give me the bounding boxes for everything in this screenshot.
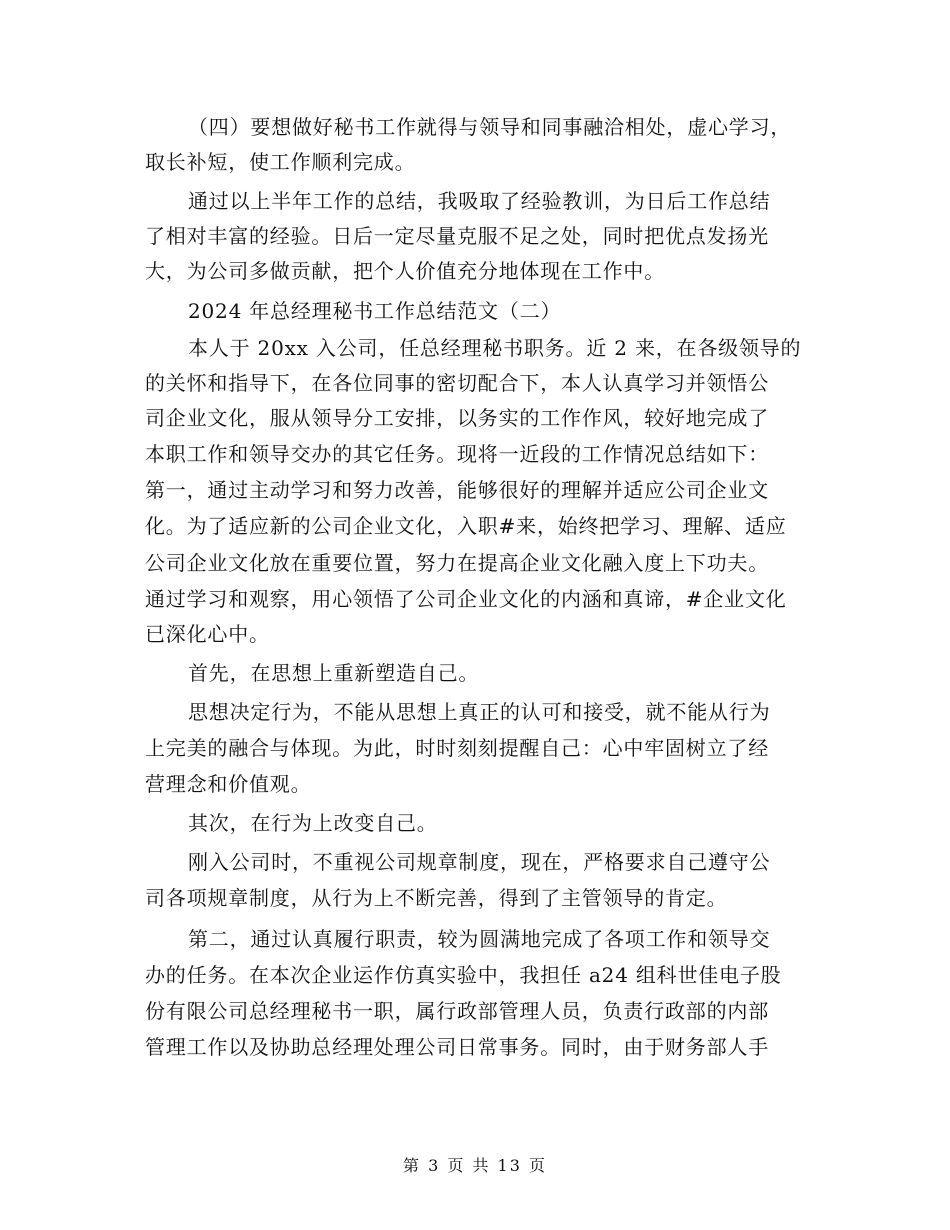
text-line: 营理念和价值观。: [145, 772, 312, 796]
text-line: 首先，在思想上重新塑造自己。: [188, 661, 480, 685]
text-line: 大，为公司多做贡献，把个人价值充分地体现在工作中。: [145, 259, 665, 283]
text-line: 刚入公司时，不重视公司规章制度，现在，严格要求自己遵守公: [188, 850, 771, 874]
text-line: 上完美的融合与体现。为此，时时刻刻提醒自己：心中牢固树立了经: [145, 736, 769, 760]
text-line: 了相对丰富的经验。日后一定尽量克服不足之处，同时把优点发扬光: [145, 224, 769, 248]
text-line: 第一，通过主动学习和努力改善，能够很好的理解并适应公司企业文: [145, 478, 769, 502]
text-line: 取长补短，使工作顺利完成。: [145, 150, 416, 174]
text-line: 通过以上半年工作的总结，我吸取了经验教训，为日后工作总结: [188, 189, 771, 213]
text-line: 管理工作以及协助总经理处理公司日常事务。同时，由于财务部人手: [145, 1035, 769, 1059]
text-line: 已深化心中。: [145, 622, 270, 646]
text-line: 其次，在行为上改变自己。: [188, 811, 438, 835]
text-line: 的关怀和指导下，在各位同事的密切配合下，本人认真学习并领悟公: [145, 371, 769, 395]
text-line: 公司企业文化放在重要位置，努力在提高企业文化融入度上下功夫。: [145, 551, 769, 575]
text-line: 办的任务。在本次企业运作仿真实验中，我担任 a24 组科世佳电子股: [145, 963, 782, 987]
text-line: 思想决定行为，不能从思想上真正的认可和接受，就不能从行为: [188, 700, 771, 724]
text-line: 司企业文化，服从领导分工安排，以务实的工作作风，较好地完成了: [145, 406, 769, 430]
text-line: 份有限公司总经理秘书一职，属行政部管理人员，负责行政部的内部: [145, 999, 769, 1023]
text-line: 通过学习和观察，用心领悟了公司企业文化的内涵和真谛，#企业文化: [145, 587, 787, 611]
text-line: 本人于 20xx 入公司，任总经理秘书职务。近 2 来，在各级领导的: [188, 336, 802, 360]
text-line: 本职工作和领导交办的其它任务。现将一近段的工作情况总结如下：: [145, 442, 769, 466]
text-line: （四）要想做好秘书工作就得与领导和同事融洽相处，虚心学习，: [188, 115, 792, 139]
page-number-footer: 第 3 页 共 13 页: [403, 1156, 547, 1175]
section-heading: 2024 年总经理秘书工作总结范文（二）: [188, 299, 562, 323]
text-line: 第二，通过认真履行职责，较为圆满地完成了各项工作和领导交: [188, 927, 771, 951]
text-line: 司各项规章制度，从行为上不断完善，得到了主管领导的肯定。: [145, 886, 728, 910]
text-line: 化。为了适应新的公司企业文化，入职#来，始终把学习、理解、适应: [145, 514, 787, 538]
